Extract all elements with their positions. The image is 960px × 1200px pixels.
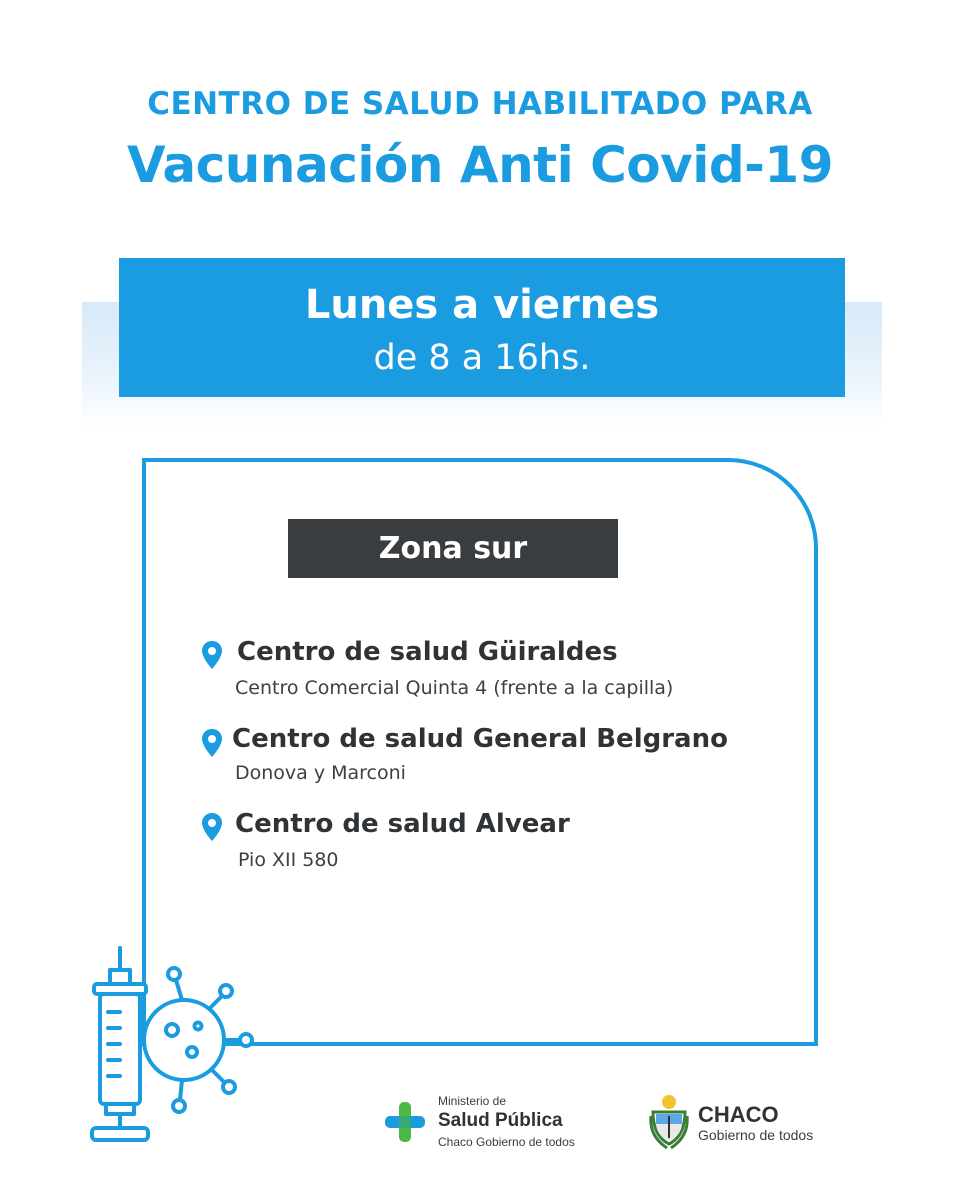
location-pin-icon bbox=[201, 812, 223, 842]
location-address: Centro Comercial Quinta 4 (frente a la capilla) bbox=[235, 677, 674, 699]
schedule-hours: de 8 a 16hs. bbox=[373, 338, 591, 378]
header-subtitle: CENTRO DE SALUD HABILITADO PARA bbox=[147, 86, 813, 122]
ministry-prefix: Ministerio de bbox=[438, 1094, 507, 1108]
chaco-shield-icon bbox=[647, 1092, 691, 1150]
location-pin-icon bbox=[201, 728, 223, 758]
schedule-band bbox=[119, 258, 845, 397]
plus-cross-icon bbox=[383, 1100, 427, 1144]
header-title: Vacunación Anti Covid-19 bbox=[126, 136, 834, 194]
location-address: Donova y Marconi bbox=[235, 762, 406, 784]
chaco-logo bbox=[645, 1090, 845, 1152]
location-pin-icon bbox=[201, 640, 223, 670]
chaco-name: CHACO bbox=[698, 1102, 779, 1127]
schedule-days: Lunes a viernes bbox=[304, 282, 660, 328]
vaccine-illustration bbox=[80, 940, 260, 1160]
location-name: Centro de salud Güiraldes bbox=[237, 637, 618, 667]
location-address: Pio XII 580 bbox=[238, 849, 339, 871]
ministry-logo bbox=[380, 1092, 620, 1152]
location-name: Centro de salud Alvear bbox=[235, 809, 570, 839]
chaco-tagline: Gobierno de todos bbox=[698, 1127, 814, 1143]
virus-icon bbox=[144, 968, 252, 1112]
zone-label: Zona sur bbox=[288, 519, 618, 578]
syringe-icon bbox=[92, 948, 148, 1140]
ministry-name: Salud Pública bbox=[438, 1110, 563, 1131]
location-name: Centro de salud General Belgrano bbox=[232, 724, 728, 754]
ministry-tagline: Chaco Gobierno de todos bbox=[438, 1135, 575, 1149]
